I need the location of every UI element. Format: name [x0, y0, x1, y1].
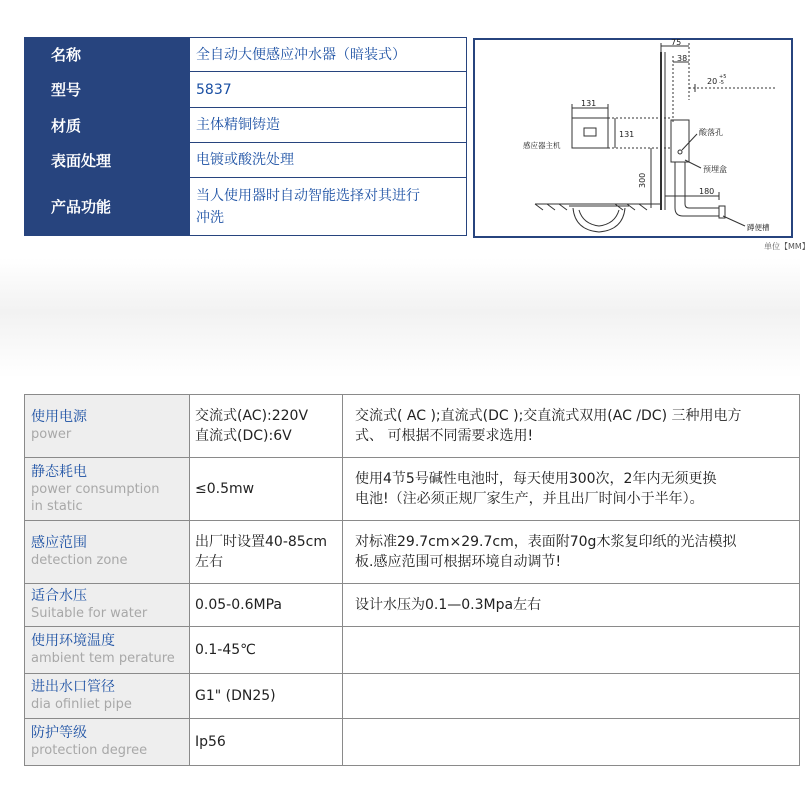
spec-note-cell — [343, 395, 800, 458]
info-value: 电镀或酸洗处理 — [190, 143, 467, 178]
spec-name-cell — [25, 584, 190, 627]
spec-value-line: 0.1-45℃ — [195, 642, 256, 658]
leader-line — [723, 216, 745, 226]
spec-note-cell — [343, 521, 800, 584]
info-row-surface — [25, 143, 467, 178]
info-label: 表面处理 — [25, 143, 190, 178]
spec-name-en: detection zone — [31, 553, 128, 568]
spec-name-en: in static — [31, 498, 83, 514]
spec-note-line: 板.感应范围可根据环境自动调节! — [355, 554, 562, 570]
info-row-material — [25, 108, 467, 143]
spec-note-line: 设计水压为0.1—0.3Mpa左右 — [355, 597, 542, 613]
spec-row — [25, 395, 800, 458]
sensor-host-box — [572, 118, 608, 148]
spec-value-cell — [190, 395, 343, 458]
spec-name-en: ambient tem perature — [31, 651, 175, 666]
sensor-window — [584, 128, 596, 136]
info-row-function — [25, 178, 467, 236]
spec-name-zh: 静态耗电 — [31, 463, 87, 480]
embed-box — [671, 120, 689, 162]
info-row-name — [25, 38, 467, 72]
spec-value-line: 左右 — [195, 554, 223, 570]
info-row-model — [25, 72, 467, 108]
dim-20-label: 20 — [707, 77, 718, 86]
spec-name-cell — [25, 395, 190, 458]
dim-38-label: 38 — [677, 54, 688, 63]
info-value: 全自动大便感应冲水器（暗装式） — [190, 38, 467, 72]
spec-name-cell — [25, 458, 190, 521]
spec-name-en: Suitable for water — [31, 606, 148, 621]
dim-131-top-label: 131 — [581, 99, 597, 108]
info-value: 当人使用器时自动智能选择对其进行冲洗 — [190, 178, 467, 236]
spec-row — [25, 458, 800, 521]
spec-row — [25, 521, 800, 584]
sensor-host-label: 感应器主机 — [523, 141, 561, 150]
dim-20-tol-plus: +5 — [719, 74, 727, 80]
floor-hatch — [535, 204, 647, 210]
spec-value-cell — [190, 521, 343, 584]
spec-note-cell — [343, 719, 800, 766]
spec-note-line: 使用4节5号碱性电池时，每天使用300次，2年内无须更换 — [355, 471, 717, 487]
spec-note-line: 对标准29.7cm×29.7cm，表面附70g木浆复印纸的光洁模拟 — [355, 534, 737, 550]
spec-row — [25, 627, 800, 674]
dim-180-label: 180 — [699, 187, 715, 196]
drain-hole-mark — [678, 150, 682, 154]
product-info-table — [24, 37, 467, 236]
spec-note-line: 电池!（注必须正规厂家生产，并且出厂时间小于半年）。 — [355, 491, 704, 507]
spec-name-zh: 进出水口管径 — [31, 679, 115, 695]
spec-name-cell — [25, 719, 190, 766]
spec-row — [25, 719, 800, 766]
spec-name-zh: 使用环境温度 — [31, 633, 115, 649]
spec-value-line: ≤0.5mw — [195, 481, 255, 497]
spec-note-cell — [343, 584, 800, 627]
spec-row — [25, 674, 800, 719]
info-label: 型号 — [25, 72, 190, 108]
spec-name-cell — [25, 521, 190, 584]
drain-hole-label: 酸落孔 — [699, 128, 723, 137]
unit-note: 单位【MM】 — [764, 242, 810, 251]
info-value: 5837 — [190, 72, 467, 108]
spec-name-en: power consumption — [31, 481, 160, 497]
toilet-slot-label: 蹲便槽 — [747, 223, 770, 232]
dim-131-side-label: 131 — [619, 130, 635, 139]
spec-note-cell — [343, 458, 800, 521]
spec-value-cell — [190, 584, 343, 627]
dim-300-label: 300 — [638, 172, 647, 188]
spec-value-cell — [190, 458, 343, 521]
spec-value-cell — [190, 674, 343, 719]
spec-value-line: 出厂时设置40-85cm — [195, 534, 328, 550]
divider-band — [0, 258, 800, 378]
spec-name-zh: 适合水压 — [31, 588, 87, 604]
spec-name-en: power — [31, 427, 72, 442]
installation-diagram — [473, 38, 793, 238]
spec-name-en: protection degree — [31, 743, 148, 758]
toilet-bowl — [579, 210, 619, 226]
spec-value-line: G1" (DN25) — [195, 688, 276, 704]
spec-value-line: 交流式(AC):220V — [195, 408, 309, 424]
leader-line — [685, 160, 701, 168]
spec-note-cell — [343, 627, 800, 674]
spec-table — [24, 394, 800, 766]
info-value: 主体精铜铸造 — [190, 108, 467, 143]
toilet-bowl — [573, 208, 625, 232]
spec-name-zh: 使用电源 — [31, 409, 87, 425]
spec-note-line: 交流式( AC );直流式(DC );交直流式双用(AC /DC) 三种用电方 — [355, 408, 742, 424]
spec-value-line: 直流式(DC):6V — [195, 428, 292, 444]
spec-name-zh: 感应范围 — [31, 535, 87, 551]
spec-name-en: dia ofinliet pipe — [31, 697, 132, 712]
spec-note-line: 式、 可根据不同需要求选用! — [355, 428, 534, 444]
installation-drawing — [475, 40, 791, 236]
spec-value-line: Ip56 — [195, 734, 226, 750]
spec-name-zh: 防护等级 — [31, 725, 87, 741]
embed-box-label: 预埋盒 — [703, 165, 727, 174]
spec-value-cell — [190, 627, 343, 674]
spec-name-cell — [25, 627, 190, 674]
info-label: 名称 — [25, 38, 190, 72]
dim-20-tol-minus: -5 — [719, 80, 724, 86]
info-label: 材质 — [25, 108, 190, 143]
spec-name-cell — [25, 674, 190, 719]
dim-75-label: 75 — [671, 38, 682, 47]
spec-note-cell — [343, 674, 800, 719]
spec-row — [25, 584, 800, 627]
info-label: 产品功能 — [25, 178, 190, 236]
spec-value-line: 0.05-0.6MPa — [195, 597, 282, 613]
spec-value-cell — [190, 719, 343, 766]
